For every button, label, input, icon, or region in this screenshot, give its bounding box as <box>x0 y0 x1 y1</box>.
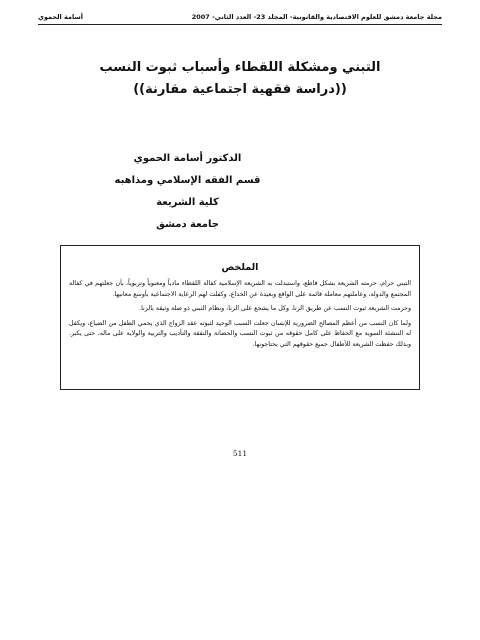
author-name: الدكتور أسامة الحموي <box>133 153 242 164</box>
abstract-heading: الملخص <box>221 262 259 273</box>
abstract-paragraph: وحرمت الشريعة ثبوت النسب عن طريق الزنا، وكل ما يشجع على الزنا، ونظام التبني ذو صلة وثيقة بالزنا. <box>139 305 411 312</box>
paper-subtitle: ((دراسة فقهية اجتماعية مقارنة)) <box>133 82 347 97</box>
abstract-paragraph: ولما كان النسب من أعظم المصالح الضرورية للإنسان جعلت السبب الوحيد لثبوته عقد الزواج الذي يحمي الطفل من الضياع، ويكفل له التنشئة السوية مع الحفاظ على كامل حقوقه من ثبوت النسب والحضانة والنفقة والتأديب والتربية والولاية على ماله، حتى يكبر. وبذلك حفظت الشريعة للأطفال جميع حقوقهم التي يحتاجونها. <box>69 319 411 348</box>
abstract-paragraph: التبني حرام، حرمته الشريعة بشكل قاطع، واستبدلت به الشريعة الإسلامية كفالة اللقطاء مادياً ومعنوياً وتربوياً، بأن جعلتهم في كفالة المجتمع والدولة، وعاملتهم معاملة قائمة على الواقع وبعيدة عن الخداع، وكفلت لهم الرعاية الاجتماعية بأوسع معانيها. <box>69 280 411 298</box>
author-faculty: كلية الشريعة <box>156 197 219 208</box>
paper-title: التبني ومشكلة اللقطاء وأسباب ثبوت النسب <box>99 60 381 75</box>
author-department: قسم الفقه الإسلامي ومذاهبه <box>114 175 261 186</box>
abstract-box <box>60 245 420 390</box>
author-university: جامعة دمشق <box>156 219 219 230</box>
header-journal: مجلة جامعة دمشق للعلوم الاقتصادية والقانونية- المجلد 23- العدد الثاني- 2007 <box>191 13 442 21</box>
author-block <box>60 148 315 236</box>
running-header <box>38 12 442 25</box>
page-number: 511 <box>232 449 248 458</box>
header-author: أسامة الحموي <box>38 13 84 21</box>
